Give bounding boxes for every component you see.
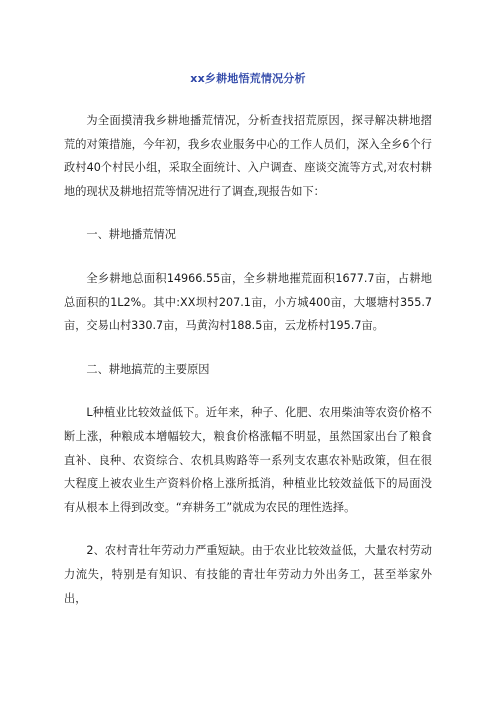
section2-heading: 二、耕地搞荒的主要原因 <box>86 362 210 376</box>
section1-paragraph: 全乡耕地总面积14966.55亩，全乡耕地摧荒面积1677.7亩，占耕地总面积的1L2%。其中:XX坝村207.1亩，小方城400亩，大堰塘村355.7亩，交易山村330.7亩，马黄沟村188.5亩，云龙桥村195.7亩。 <box>64 271 432 333</box>
section1-heading: 一、耕地播荒情况 <box>86 228 176 242</box>
section2-paragraph-2: 2、农村青壮年劳动力严重短缺。由于农业比较效益低，大量农村劳动力流失，特别是有知识、有技能的青壮年劳动力外出务工，甚至举家外出， <box>64 544 432 605</box>
document-title: xx乡耕地悟荒情况分析 <box>190 72 306 85</box>
intro-paragraph: 为全面摸清我乡耕地播荒情况，分析查找招荒原因，探寻解决耕地摺荒的对策措施，今年初，我乡农业服务中心的工作人员们，深入全乡6个行政村40个村民小组，采取全面统计、入户调查、座谈交流等方式,对农村耕地的现状及耕地招荒等情况进行了调查,现报告如下： <box>64 114 432 198</box>
section2-paragraph-1: L种植业比较效益低下。近年来，种子、化肥、农用柴油等农资价格不断上涨，种粮成本增幅较大，粮食价格涨幅不明显，虽然国家出台了粮食直补、良种、农资综合、农机具购路等一系列支农惠农补贴政策，但在很大程度上被农业生产资料价格上涨所抵消，种植业比较效益低下的局面没有从根本上得到改变。“弃耕务工”就成为农民的理性选择。 <box>64 406 432 514</box>
